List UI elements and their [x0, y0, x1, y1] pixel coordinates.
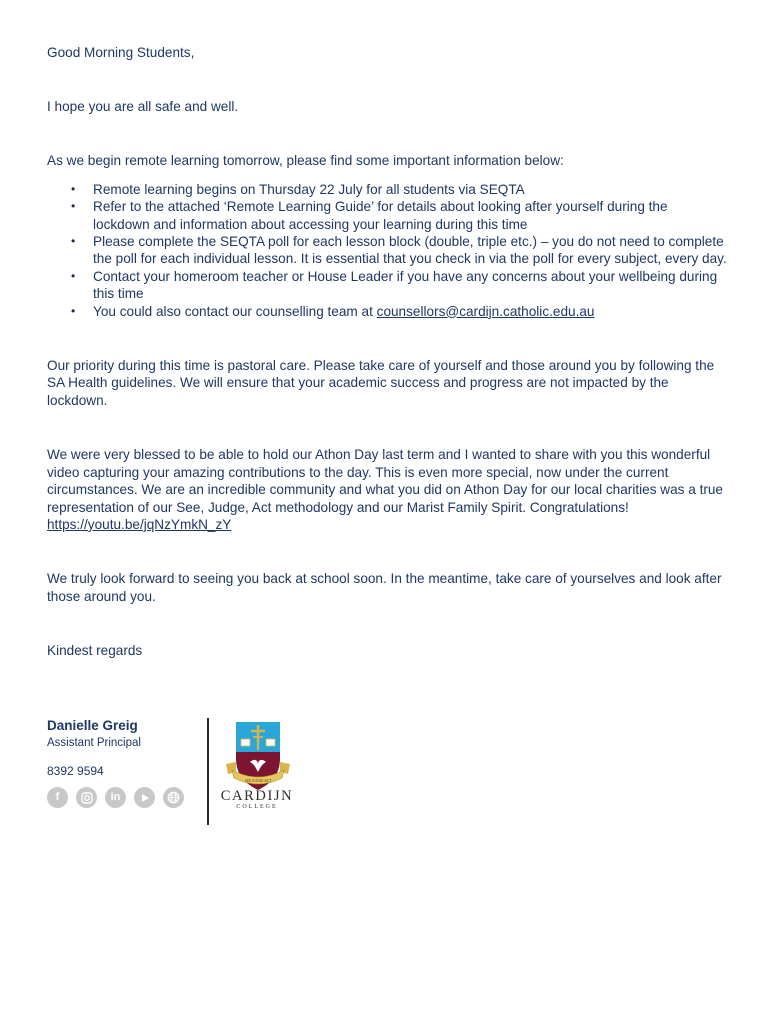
- signature-divider: [207, 718, 209, 825]
- list-item: • Refer to the attached ‘Remote Learning Guide’ for details about looking after yourself during the lockdown and information about accessing your learning during this time: [93, 198, 727, 233]
- video-link[interactable]: https://youtu.be/jqNzYmkN_zY: [47, 516, 232, 532]
- priority-paragraph: Our priority during this time is pastoral care. Please take care of yourself and those around you by following the SA Health guidelines. We will ensure that your academic success and progress are not impacted by the lockdown.: [47, 358, 715, 408]
- website-icon[interactable]: [163, 787, 184, 808]
- school-subtitle: COLLEGE: [236, 804, 278, 810]
- intro-paragraph: As we begin remote learning tomorrow, please find some important information below:: [47, 153, 564, 169]
- facebook-icon[interactable]: f: [47, 787, 68, 808]
- list-item: • Contact your homeroom teacher or House Leader if you have any concerns about your wellbeing during this time: [93, 268, 727, 303]
- wellbeing-line: I hope you are all safe and well.: [47, 99, 239, 114]
- youtube-icon[interactable]: [134, 787, 155, 808]
- closing-paragraph: We truly look forward to seeing you back at school soon. In the meantime, take care of yourselves and look after those around you.: [47, 571, 722, 604]
- information-list: [47, 181, 727, 320]
- svg-text:SEE JUDGE ACT: SEE JUDGE ACT: [244, 779, 272, 783]
- school-name: CARDIJN: [220, 788, 294, 804]
- letter-body: [47, 44, 727, 660]
- linkedin-icon[interactable]: in: [105, 787, 126, 808]
- greeting: Good Morning Students,: [47, 45, 195, 60]
- list-item: • Please complete the SEQTA poll for each lesson block (double, triple etc.) – you do not need to complete the poll for each individual lesson. It is essential that you check in via the poll for every subject, every day.: [93, 233, 727, 268]
- counselling-text: You could also contact our counselling team at: [93, 303, 377, 319]
- sender-name: Danielle Greig: [47, 718, 138, 733]
- instagram-icon[interactable]: [76, 787, 97, 808]
- sender-phone: 8392 9594: [47, 764, 104, 778]
- list-item: [93, 303, 727, 320]
- athon-text: We were very blessed to be able to hold our Athon Day last term and I wanted to share with you this wonderful video capturing your amazing contributions to the day. This is even more special, now under the current circumstances. We are an incredible community and what you did on Athon Day for our local charities was a true representation of our See, Judge, Act methodology and our Marist Family Spirit. Congratulations!: [47, 447, 723, 515]
- school-name-wordmark: [216, 789, 298, 811]
- counsellors-email-link[interactable]: counsellors@cardijn.catholic.edu.au: [376, 303, 595, 319]
- list-item: • Remote learning begins on Thursday 22 July for all students via SEQTA: [93, 181, 727, 198]
- signoff: Kindest regards: [47, 643, 143, 659]
- sender-title: Assistant Principal: [47, 737, 141, 749]
- athon-paragraph: [47, 446, 727, 533]
